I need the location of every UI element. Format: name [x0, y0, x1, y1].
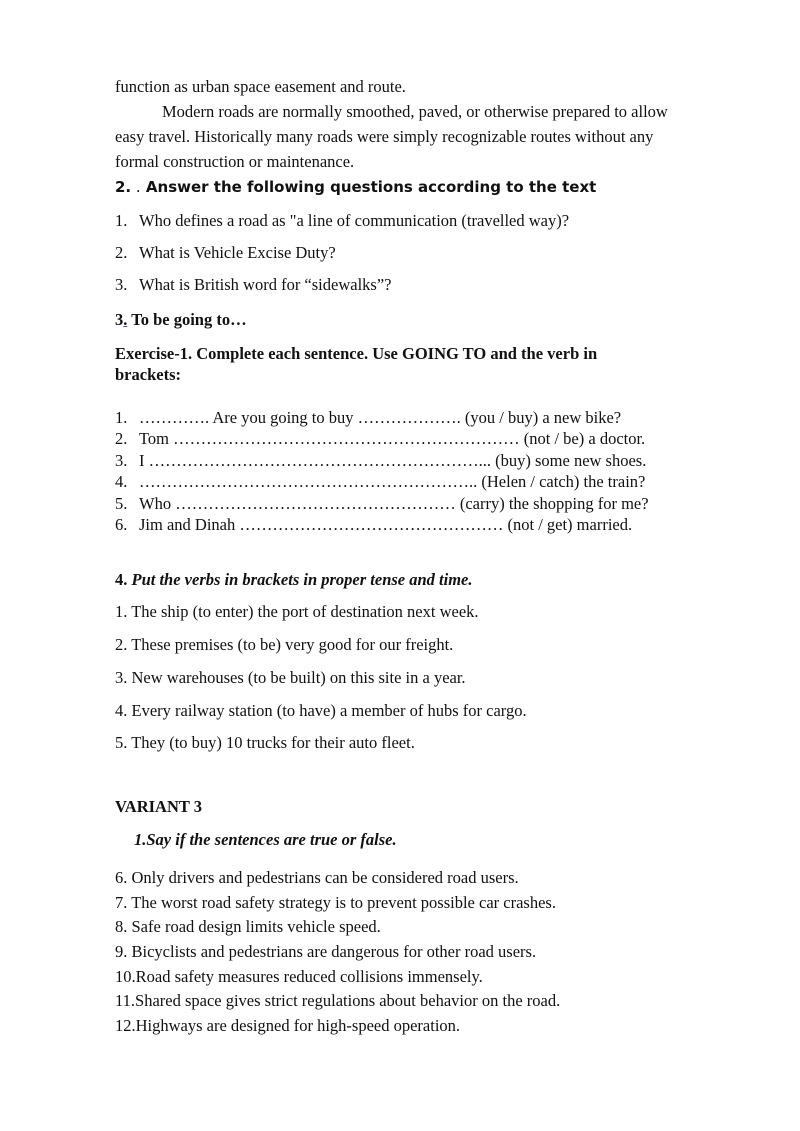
tense-item: 3. New warehouses (to be built) on this site in a year.: [115, 668, 466, 687]
section-4-title: Put the verbs in brackets in proper tense and time.: [127, 570, 473, 589]
variant-task: 1.Say if the sentences are true or false.: [134, 830, 397, 849]
section-2-dot: .: [131, 178, 141, 196]
exercise-item: [115, 451, 646, 471]
question-text: What is Vehicle Excise Duty?: [139, 243, 336, 262]
tense-item: 4. Every railway station (to have) a member of hubs for cargo.: [115, 701, 527, 720]
question-number: 2.: [115, 243, 128, 262]
variant-title: VARIANT 3: [115, 797, 202, 816]
section-2-heading: [115, 177, 596, 197]
section-4-heading: [115, 570, 473, 590]
question-number: 3.: [115, 275, 128, 294]
intro-paragraph-line: easy travel. Historically many roads were simply recognizable routes without any: [115, 127, 654, 146]
section-3-number: 3: [115, 310, 124, 329]
true-false-sentence: 9. Bicyclists and pedestrians are dangerous for other road users.: [115, 942, 537, 961]
exercise-item-number: 1.: [115, 408, 128, 427]
exercise-item-text: …………………………………………………….. (Helen / catch) the train?: [139, 472, 646, 491]
section-2-title: Answer the following questions according to the text: [140, 178, 597, 196]
section-3-title: To be going to…: [127, 310, 247, 329]
exercise-instruction: Exercise-1. Complete each sentence. Use GOING TO and the verb in: [115, 344, 598, 363]
exercise-item-number: 5.: [115, 494, 128, 513]
question-item: [115, 211, 569, 231]
true-false-sentence: 6. Only drivers and pedestrians can be considered road users.: [115, 868, 519, 887]
exercise-item: [115, 515, 632, 535]
exercise-item-number: 2.: [115, 429, 128, 448]
true-false-sentence: 12.Highways are designed for high-speed operation.: [115, 1016, 461, 1035]
exercise-item: [115, 472, 645, 492]
tense-item: 1. The ship (to enter) the port of destination next week.: [115, 602, 479, 621]
exercise-item: [115, 408, 621, 428]
exercise-item-text: Tom ……………………………………………………… (not / be) a doctor.: [139, 429, 646, 448]
section-2-number: 2.: [115, 178, 132, 196]
exercise-item-text: Jim and Dinah ………………………………………… (not / get) married.: [139, 515, 633, 534]
exercise-instruction: brackets:: [115, 365, 181, 384]
exercise-item: [115, 494, 649, 514]
question-item: [115, 243, 336, 263]
intro-paragraph-line: formal construction or maintenance.: [115, 152, 355, 171]
exercise-item: [115, 429, 645, 449]
exercise-item-text: I ……………………………………………………... (buy) some new shoes.: [139, 451, 647, 470]
intro-paragraph-line: Modern roads are normally smoothed, paved, or otherwise prepared to allow: [162, 102, 668, 121]
section-3-heading: [115, 310, 247, 330]
question-text: What is British word for “sidewalks”?: [139, 275, 392, 294]
question-number: 1.: [115, 211, 128, 230]
section-4-number: 4.: [115, 570, 128, 589]
exercise-item-number: 3.: [115, 451, 128, 470]
exercise-item-number: 6.: [115, 515, 128, 534]
true-false-sentence: 11.Shared space gives strict regulations about behavior on the road.: [115, 991, 561, 1010]
tense-item: 2. These premises (to be) very good for our freight.: [115, 635, 454, 654]
exercise-item-text: Who …………………………………………… (carry) the shopping for me?: [139, 494, 649, 513]
intro-line: function as urban space easement and route.: [115, 77, 406, 96]
question-text: Who defines a road as "a line of communication (travelled way)?: [139, 211, 570, 230]
exercise-item-number: 4.: [115, 472, 128, 491]
tense-item: 5. They (to buy) 10 trucks for their auto fleet.: [115, 733, 415, 752]
true-false-sentence: 7. The worst road safety strategy is to prevent possible car crashes.: [115, 893, 556, 912]
section-3-dot: .: [123, 310, 128, 329]
exercise-item-text: …………. Are you going to buy ………………. (you / buy) a new bike?: [139, 408, 622, 427]
true-false-sentence: 8. Safe road design limits vehicle speed.: [115, 917, 381, 936]
true-false-sentence: 10.Road safety measures reduced collisions immensely.: [115, 967, 483, 986]
question-item: [115, 275, 391, 295]
